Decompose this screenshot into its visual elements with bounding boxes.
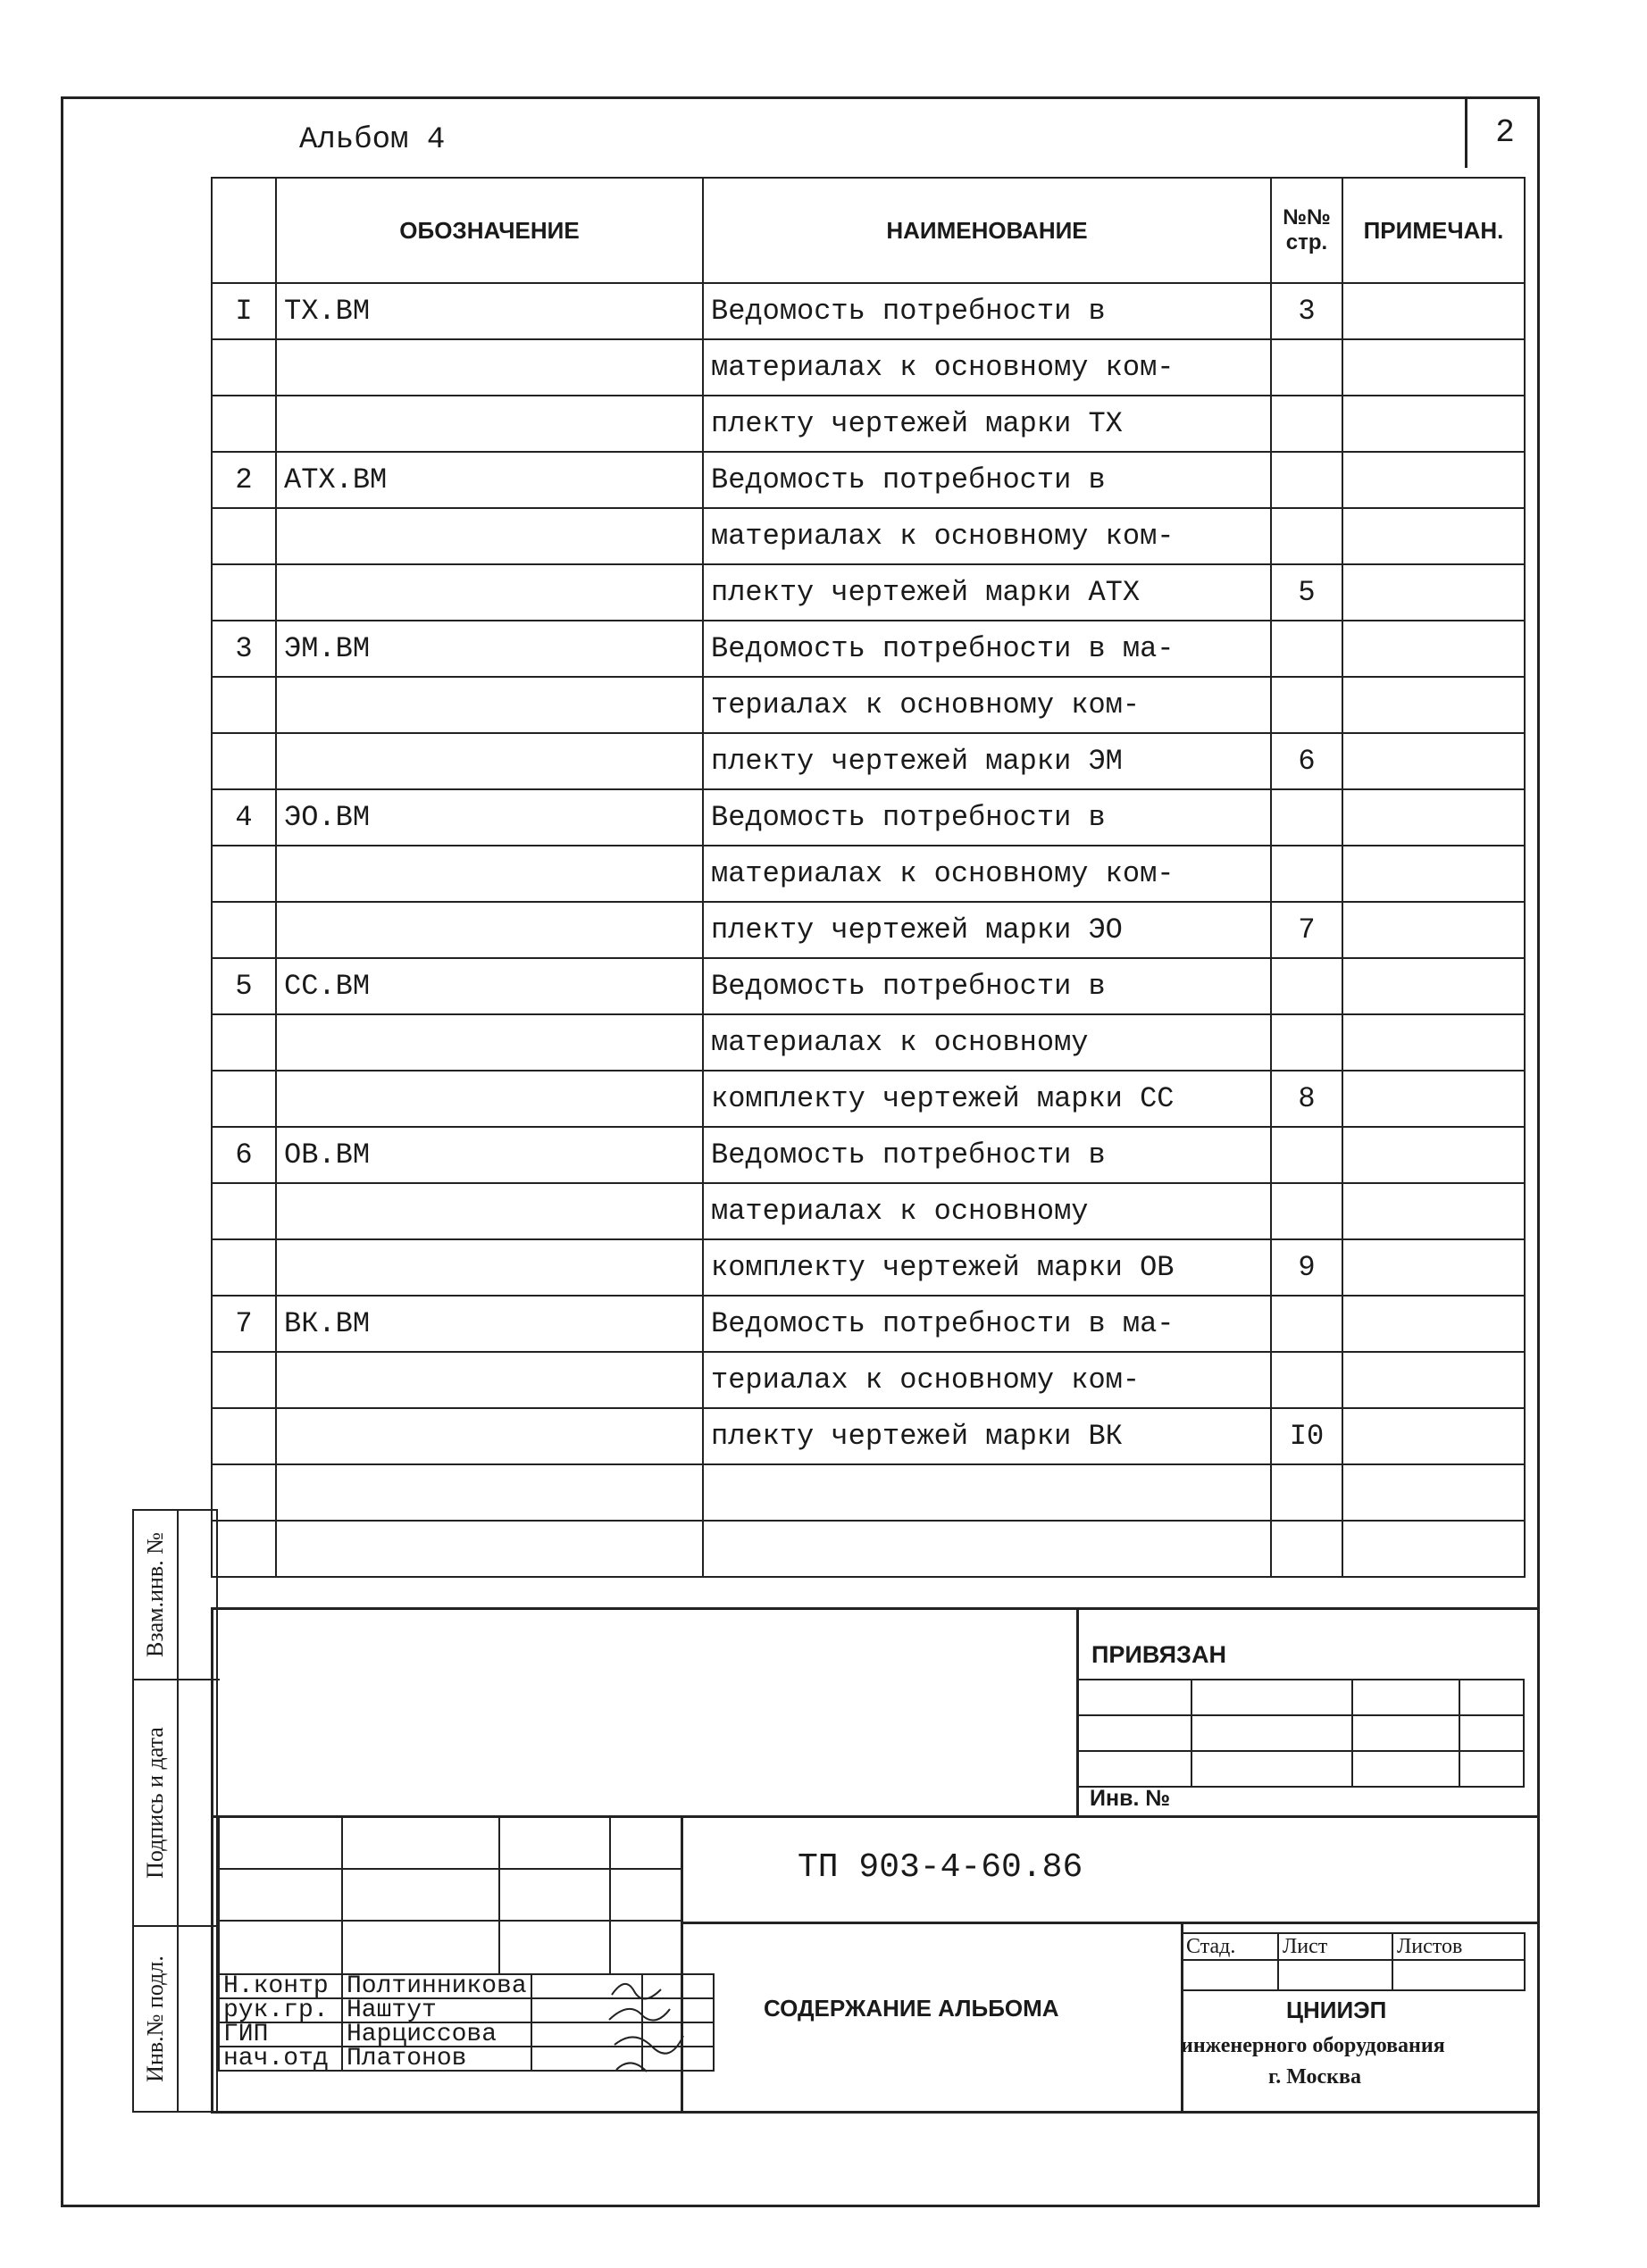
row-note xyxy=(1342,1408,1525,1464)
row-designation xyxy=(276,1464,703,1521)
row-page xyxy=(1271,621,1342,677)
header-note: ПРИМЕЧАН. xyxy=(1342,178,1525,283)
row-name: материалах к основному ком- xyxy=(703,508,1271,564)
stage-table xyxy=(1181,1932,1526,1991)
row-name: Ведомость потребности в xyxy=(703,1127,1271,1183)
table-row xyxy=(212,1408,1525,1464)
row-page xyxy=(1271,508,1342,564)
table-row xyxy=(212,452,1525,508)
document-title: СОДЕРЖАНИЕ АЛЬБОМА xyxy=(764,1995,1059,2022)
row-note xyxy=(1342,902,1525,958)
row-number: 7 xyxy=(212,1296,276,1352)
row-page xyxy=(1271,339,1342,396)
row-name: материалах к основному ком- xyxy=(703,846,1271,902)
row-note xyxy=(1342,958,1525,1014)
row-page: 7 xyxy=(1271,902,1342,958)
row-designation xyxy=(276,1071,703,1127)
row-name: материалах к основному xyxy=(703,1183,1271,1239)
row-designation xyxy=(276,846,703,902)
header-page xyxy=(1271,178,1342,283)
row-number: 5 xyxy=(212,958,276,1014)
inv-label: Инв. № xyxy=(1090,1786,1171,1811)
row-number: 4 xyxy=(212,789,276,846)
sheet-number: 2 xyxy=(1495,114,1515,151)
row-name: Ведомость потребности в xyxy=(703,452,1271,508)
table-row xyxy=(212,1239,1525,1296)
row-page: 8 xyxy=(1271,1071,1342,1127)
row-number xyxy=(212,508,276,564)
signature-person: Платонов xyxy=(342,2047,531,2071)
row-designation: ТХ.ВМ xyxy=(276,283,703,339)
signature-grid xyxy=(218,1816,682,1975)
signature-role: рук.гр. xyxy=(219,1998,342,2022)
side-divider xyxy=(177,1680,179,1925)
table-row xyxy=(212,1521,1525,1577)
table-row xyxy=(212,1464,1525,1521)
row-page xyxy=(1271,1464,1342,1521)
organization-subtitle: инженерного оборудования xyxy=(1181,2034,1445,2057)
title-block-left-line xyxy=(211,1607,213,2114)
side-divider xyxy=(177,1511,179,1679)
side-original-inv-label: Инв.№ подл. xyxy=(142,1955,168,2082)
row-name: плекту чертежей марки ЭМ xyxy=(703,733,1271,789)
signature-person: Полтинникова xyxy=(342,1974,531,1998)
table-header-row xyxy=(212,178,1525,283)
row-name: Ведомость потребности в xyxy=(703,789,1271,846)
side-signature-cell xyxy=(134,1680,220,1927)
row-designation xyxy=(276,508,703,564)
signature-person: Наштут xyxy=(342,1998,531,2022)
row-note xyxy=(1342,452,1525,508)
row-designation xyxy=(276,902,703,958)
table-row xyxy=(212,339,1525,396)
row-note xyxy=(1342,677,1525,733)
table-row xyxy=(212,508,1525,564)
table-row xyxy=(212,677,1525,733)
row-name: плекту чертежей марки АТХ xyxy=(703,564,1271,621)
row-name xyxy=(703,1464,1271,1521)
row-page xyxy=(1271,958,1342,1014)
row-note xyxy=(1342,1352,1525,1408)
row-page: 6 xyxy=(1271,733,1342,789)
table-row xyxy=(212,902,1525,958)
row-number xyxy=(212,1014,276,1071)
row-name: материалах к основному ком- xyxy=(703,339,1271,396)
row-page xyxy=(1271,452,1342,508)
row-name: Ведомость потребности в xyxy=(703,958,1271,1014)
row-designation xyxy=(276,564,703,621)
side-divider xyxy=(177,1927,179,2111)
row-page xyxy=(1271,1014,1342,1071)
row-note xyxy=(1342,733,1525,789)
signature-person: Нарциссова xyxy=(342,2022,531,2047)
signature-role: ГИП xyxy=(219,2022,342,2047)
row-page xyxy=(1271,789,1342,846)
row-designation: ВК.ВМ xyxy=(276,1296,703,1352)
row-designation xyxy=(276,1408,703,1464)
row-page xyxy=(1271,1127,1342,1183)
table-row xyxy=(212,789,1525,846)
row-name: плекту чертежей марки ВК xyxy=(703,1408,1271,1464)
row-page: 5 xyxy=(1271,564,1342,621)
row-note xyxy=(1342,1521,1525,1577)
row-designation: ЭМ.ВМ xyxy=(276,621,703,677)
header-page-line1: №№ xyxy=(1283,205,1331,229)
row-note xyxy=(1342,283,1525,339)
row-note xyxy=(1342,1464,1525,1521)
row-number xyxy=(212,1071,276,1127)
code-box-left-line xyxy=(681,1818,683,2111)
document-code: ТП 903-4-60.86 xyxy=(798,1848,1083,1887)
row-note xyxy=(1342,508,1525,564)
row-note xyxy=(1342,1296,1525,1352)
sheets-label: Листов xyxy=(1392,1933,1525,1960)
row-number xyxy=(212,1464,276,1521)
row-designation xyxy=(276,339,703,396)
row-designation xyxy=(276,1352,703,1408)
table-row xyxy=(212,733,1525,789)
signature-marks xyxy=(607,1973,688,2080)
row-designation xyxy=(276,677,703,733)
row-designation: ОВ.ВМ xyxy=(276,1127,703,1183)
row-page xyxy=(1271,677,1342,733)
organization-name: ЦНИИЭП xyxy=(1286,1997,1387,2023)
row-page xyxy=(1271,396,1342,452)
table-row xyxy=(212,564,1525,621)
row-number xyxy=(212,1352,276,1408)
row-number xyxy=(212,846,276,902)
row-designation xyxy=(276,1239,703,1296)
row-designation: АТХ.ВМ xyxy=(276,452,703,508)
row-designation xyxy=(276,1014,703,1071)
row-name: плекту чертежей марки ТХ xyxy=(703,396,1271,452)
signature-role: нач.отд xyxy=(219,2047,342,2071)
row-page: 3 xyxy=(1271,283,1342,339)
row-designation xyxy=(276,1183,703,1239)
row-designation xyxy=(276,396,703,452)
row-note xyxy=(1342,1239,1525,1296)
row-name: комплекту чертежей марки ОВ xyxy=(703,1239,1271,1296)
row-page: I0 xyxy=(1271,1408,1342,1464)
row-name: комплекту чертежей марки СС xyxy=(703,1071,1271,1127)
side-replacement-inv-label: Взам.инв. № xyxy=(142,1531,168,1658)
row-name: плекту чертежей марки ЭО xyxy=(703,902,1271,958)
side-original-inv-cell xyxy=(134,1927,220,2111)
row-page: 9 xyxy=(1271,1239,1342,1296)
row-page xyxy=(1271,846,1342,902)
row-number xyxy=(212,902,276,958)
row-designation xyxy=(276,733,703,789)
row-designation: СС.ВМ xyxy=(276,958,703,1014)
row-page xyxy=(1271,1183,1342,1239)
row-note xyxy=(1342,789,1525,846)
row-name: териалах к основному ком- xyxy=(703,1352,1271,1408)
table-row xyxy=(212,621,1525,677)
stage-label: Стад. xyxy=(1182,1933,1278,1960)
header-name: НАИМЕНОВАНИЕ xyxy=(703,178,1271,283)
row-number xyxy=(212,564,276,621)
row-note xyxy=(1342,1127,1525,1183)
row-number xyxy=(212,1408,276,1464)
header-number xyxy=(212,178,276,283)
row-page xyxy=(1271,1296,1342,1352)
row-number xyxy=(212,733,276,789)
attached-grid xyxy=(1076,1679,1525,1788)
side-signature-label: Подпись и дата xyxy=(142,1727,168,1879)
row-name: Ведомость потребности в xyxy=(703,283,1271,339)
table-row xyxy=(212,846,1525,902)
table-row xyxy=(212,1352,1525,1408)
row-name: Ведомость потребности в ма- xyxy=(703,1296,1271,1352)
code-box xyxy=(681,1818,1540,1821)
title-block-bottom-line xyxy=(211,2111,1540,2114)
row-note xyxy=(1342,1183,1525,1239)
row-number xyxy=(212,1183,276,1239)
row-note xyxy=(1342,396,1525,452)
table-row xyxy=(212,1296,1525,1352)
contents-table xyxy=(211,177,1526,1578)
row-designation xyxy=(276,1521,703,1577)
row-name: материалах к основному xyxy=(703,1014,1271,1071)
side-replacement-inv-cell xyxy=(134,1511,220,1680)
row-number: 3 xyxy=(212,621,276,677)
row-name: териалах к основному ком- xyxy=(703,677,1271,733)
row-number xyxy=(212,677,276,733)
row-page xyxy=(1271,1521,1342,1577)
row-name xyxy=(703,1521,1271,1577)
header-designation: ОБОЗНАЧЕНИЕ xyxy=(276,178,703,283)
album-label: Альбом 4 xyxy=(299,123,446,157)
attached-label: ПРИВЯЗАН xyxy=(1091,1641,1226,1668)
row-note xyxy=(1342,1071,1525,1127)
row-note xyxy=(1342,1014,1525,1071)
row-number xyxy=(212,1239,276,1296)
row-note xyxy=(1342,621,1525,677)
sheet-label: Лист xyxy=(1278,1933,1392,1960)
code-box-bottom-line xyxy=(681,1922,1540,1924)
row-number: I xyxy=(212,283,276,339)
table-row xyxy=(212,1127,1525,1183)
table-row xyxy=(212,958,1525,1014)
table-row xyxy=(212,1183,1525,1239)
row-page xyxy=(1271,1352,1342,1408)
row-note xyxy=(1342,339,1525,396)
row-designation: ЭО.ВМ xyxy=(276,789,703,846)
row-number: 2 xyxy=(212,452,276,508)
row-number xyxy=(212,339,276,396)
row-note xyxy=(1342,846,1525,902)
table-row xyxy=(212,1071,1525,1127)
title-block-top-line xyxy=(211,1607,1540,1610)
row-number xyxy=(212,396,276,452)
row-note xyxy=(1342,564,1525,621)
table-row xyxy=(212,283,1525,339)
table-row xyxy=(212,1014,1525,1071)
signature-role: Н.контр xyxy=(219,1974,342,1998)
row-number: 6 xyxy=(212,1127,276,1183)
header-page-line2: стр. xyxy=(1285,230,1328,254)
side-strip xyxy=(132,1509,218,2113)
table-row xyxy=(212,396,1525,452)
row-number xyxy=(212,1521,276,1577)
row-name: Ведомость потребности в ма- xyxy=(703,621,1271,677)
organization-city: г. Москва xyxy=(1268,2065,1361,2089)
